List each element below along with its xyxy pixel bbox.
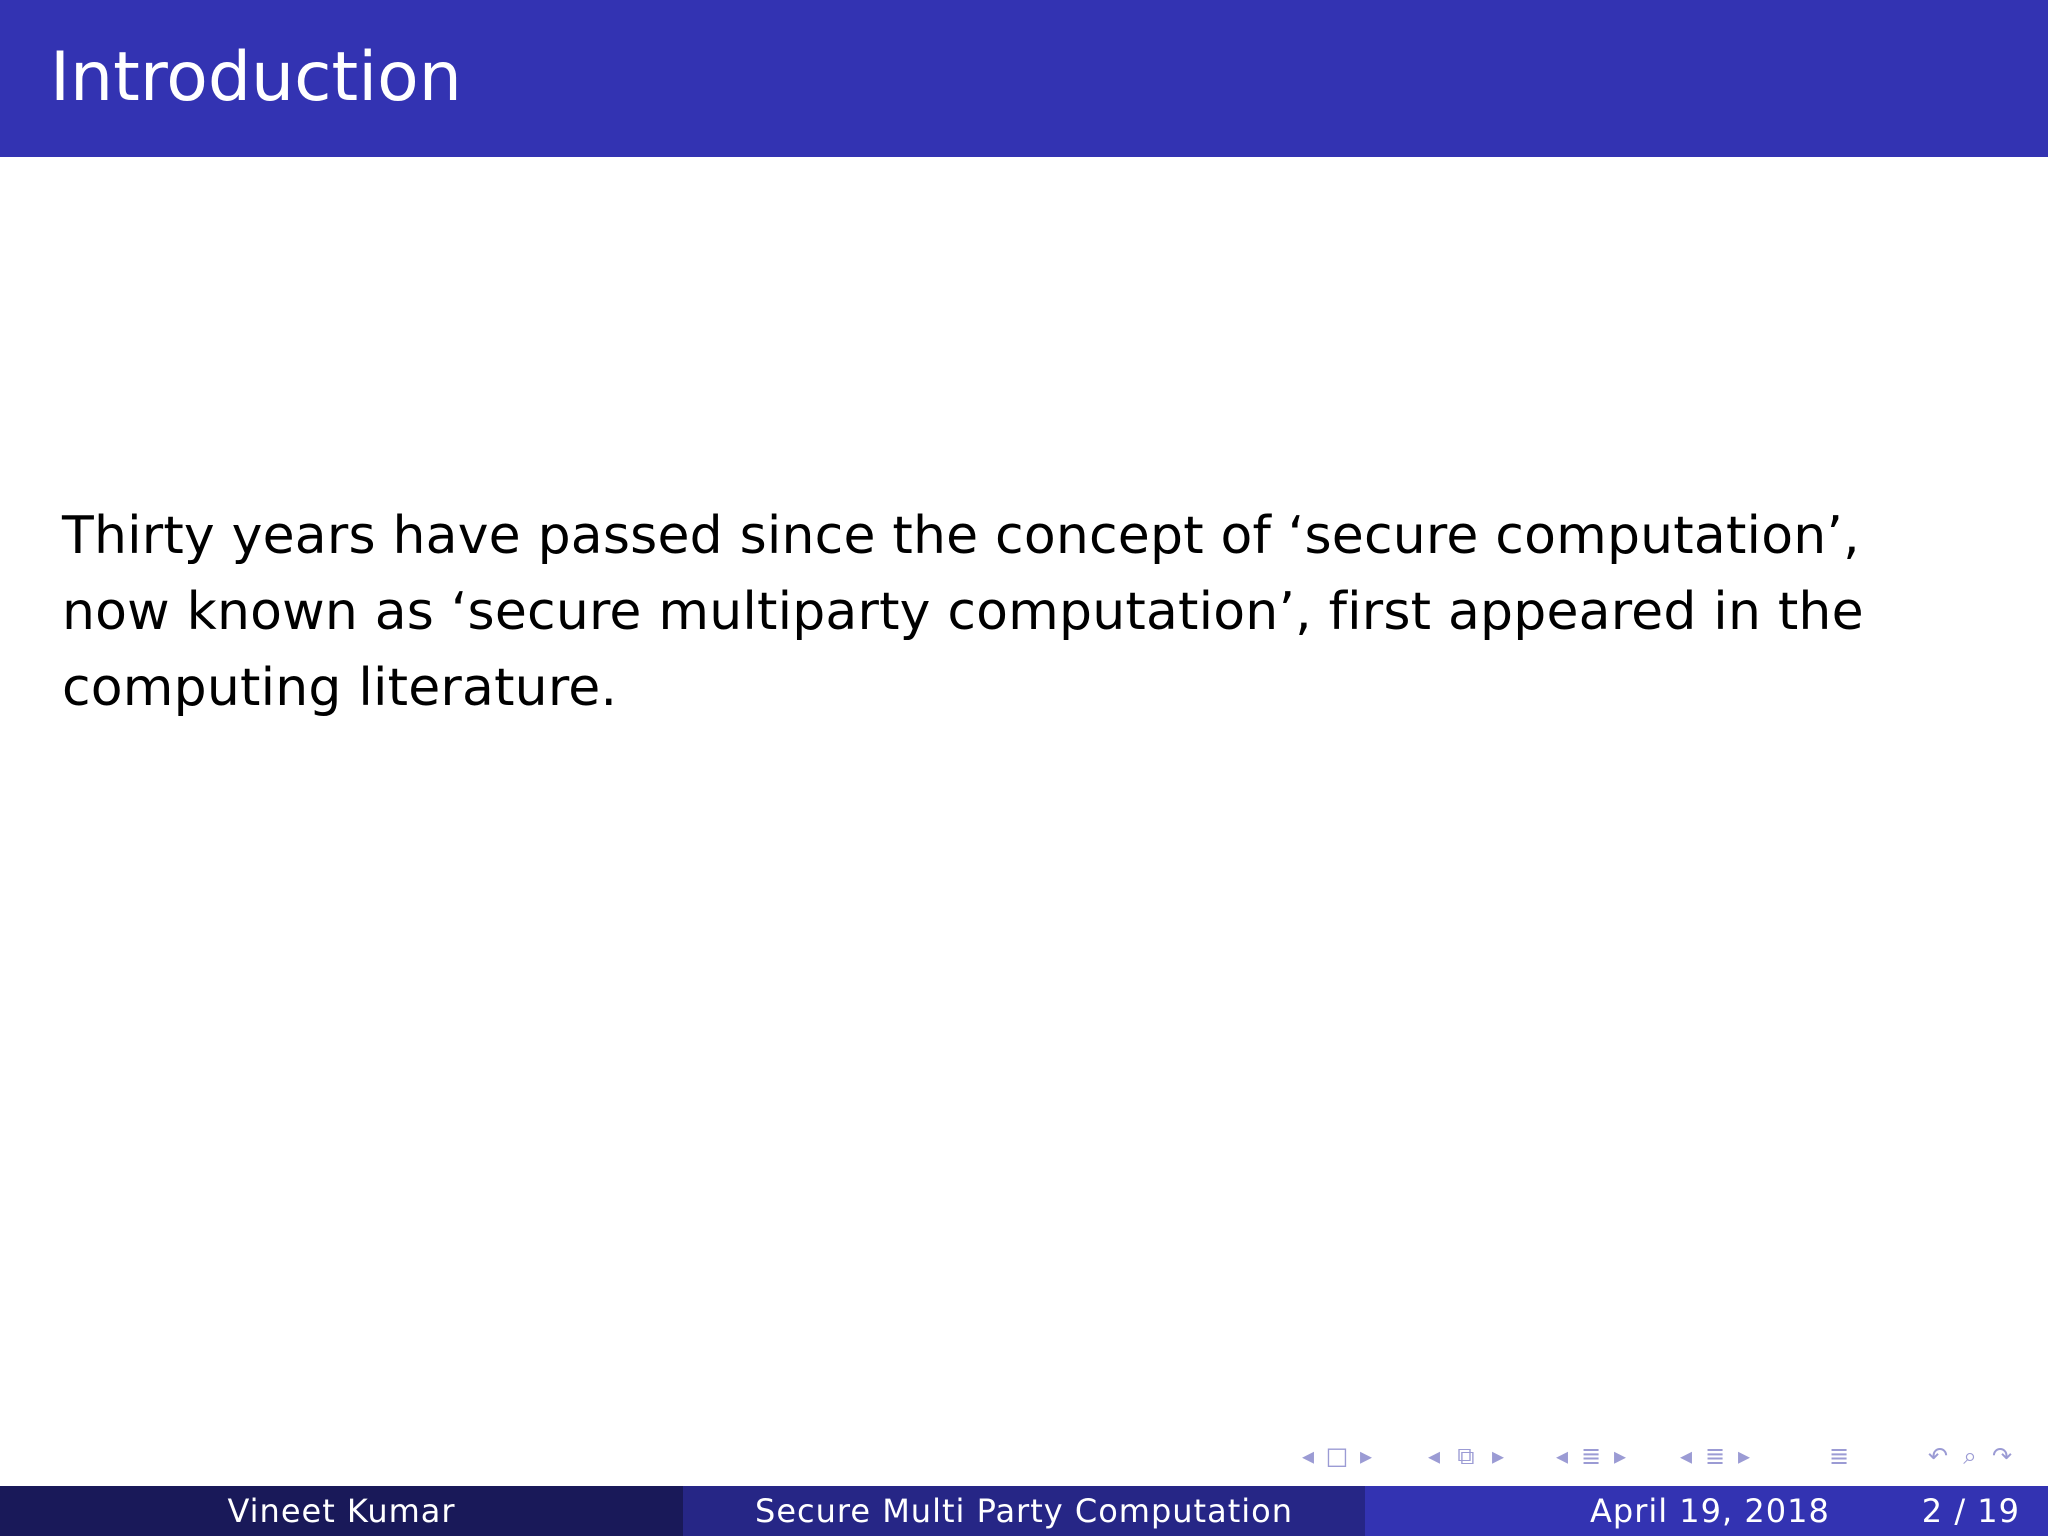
footline: [0, 1486, 2048, 1536]
footer-title-text: Secure Multi Party Computation: [755, 1492, 1293, 1530]
nav-prev-section-arrow-icon[interactable]: ◂: [1679, 1442, 1693, 1470]
nav-slide-icon[interactable]: □: [1325, 1442, 1349, 1470]
nav-frame-icon[interactable]: ⧉: [1457, 1442, 1475, 1470]
nav-forward-icon[interactable]: ↷: [1991, 1442, 2013, 1470]
frame-title-bar: [0, 0, 2048, 157]
beamer-navigation-symbols: [1300, 1438, 2040, 1474]
nav-section-icon[interactable]: ≣: [1704, 1442, 1726, 1470]
footer-date-text: April 19, 2018: [1589, 1492, 1830, 1530]
footer-author: [0, 1486, 683, 1536]
nav-back-icon[interactable]: ↶: [1927, 1442, 1949, 1470]
footer-author-text: Vineet Kumar: [227, 1492, 456, 1530]
nav-next-subsection-arrow-icon[interactable]: ▸: [1613, 1442, 1627, 1470]
nav-subsection-icon[interactable]: ≣: [1580, 1442, 1602, 1470]
nav-search-icon[interactable]: ⌕: [1963, 1442, 1977, 1470]
frame-title: Introduction: [50, 38, 462, 117]
nav-document-icon[interactable]: ≣: [1828, 1442, 1850, 1470]
body-paragraph: Thirty years have passed since the concept of ‘secure computation’, now known as ‘secure multiparty computation’, first appeared in the computing literature.: [62, 506, 1864, 718]
nav-next-frame-arrow-icon[interactable]: ▸: [1491, 1442, 1505, 1470]
nav-prev-slide-arrow-icon[interactable]: ◂: [1301, 1442, 1315, 1470]
nav-next-section-arrow-icon[interactable]: ▸: [1737, 1442, 1751, 1470]
footer-title: [683, 1486, 1365, 1536]
nav-prev-frame-arrow-icon[interactable]: ◂: [1427, 1442, 1441, 1470]
nav-prev-subsection-arrow-icon[interactable]: ◂: [1555, 1442, 1569, 1470]
footer-date-page: [1365, 1486, 2048, 1536]
footer-page-number: 2 / 19: [1921, 1492, 2020, 1530]
nav-next-slide-arrow-icon[interactable]: ▸: [1359, 1442, 1373, 1470]
